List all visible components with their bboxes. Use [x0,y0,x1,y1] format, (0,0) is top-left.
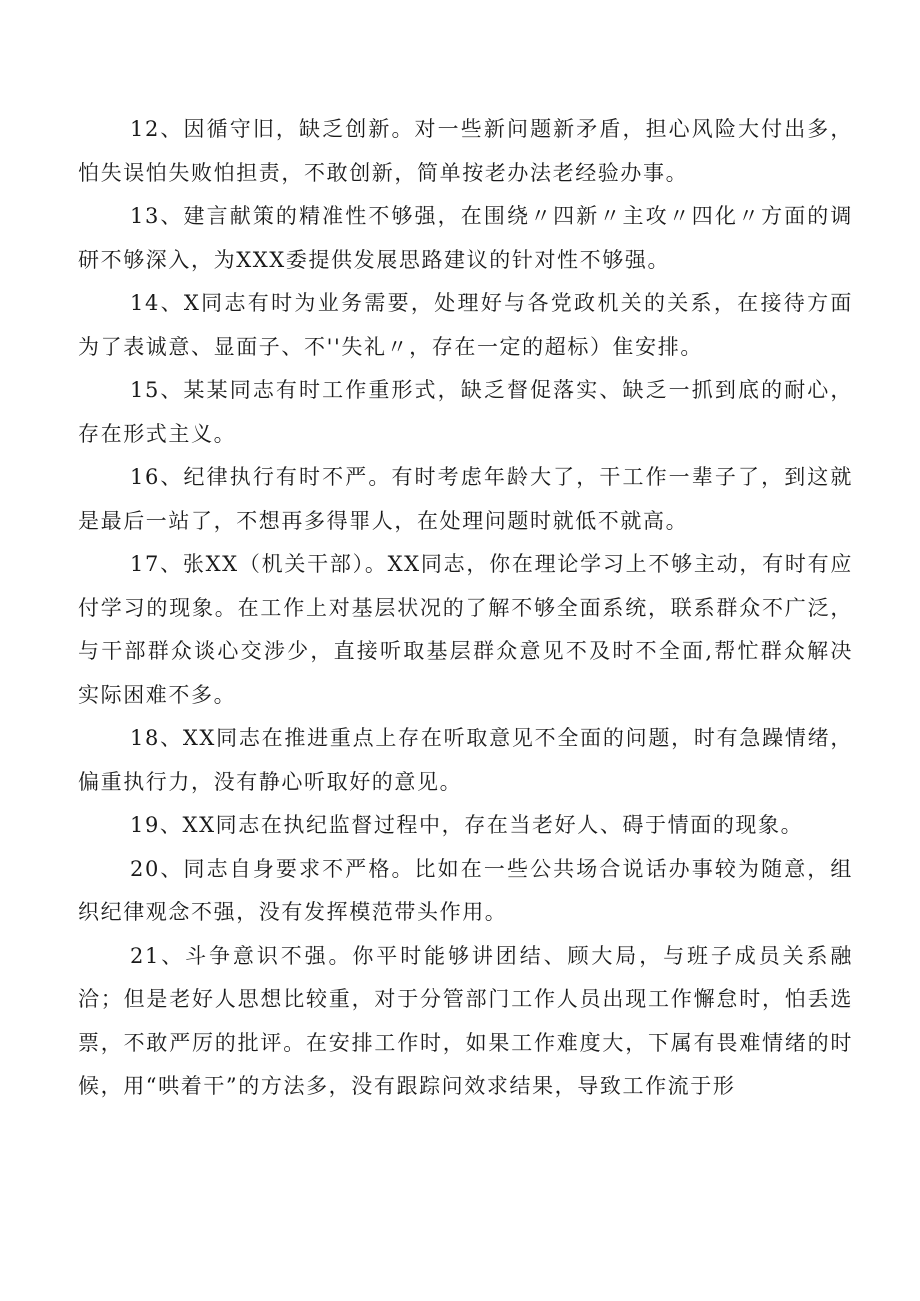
document-body [78,108,853,1109]
paragraph-19: 19、XX同志在执纪监督过程中，存在当老好人、碍于情面的现象。 [130,813,804,837]
paragraph-13: 13、建言献策的精准性不够强，在围绕〃四新〃主攻〃四化〃方面的调研不够深入，为XXX委提供发展思路建议的针对性不够强。 [78,204,853,272]
paragraph-18: 18、XX同志在推进重点上存在听取意见不全面的问题，时有急躁情绪，偏重执行力，没有静心听取好的意见。 [78,726,853,794]
paragraph-17: 17、张XX（机关干部）。XX同志，你在理论学习上不够主动，有时有应付学习的现象。在工作上对基层状况的了解不够全面系统，联系群众不广泛，与干部群众谈心交涉少，直接听取基层群众意见不及时不全面,帮忙群众解决实际困难不多。 [78,552,853,707]
paragraph-14: 14、X同志有时为业务需要，处理好与各党政机关的关系，在接待方面为了表诚意、显面子、不''失礼〃，存在一定的超标）隹安排。 [78,291,853,359]
paragraph-16: 16、纪律执行有时不严。有时考虑年龄大了，干工作一辈子了，到这就是最后一站了，不想再多得罪人，在处理问题时就低不就高。 [78,465,853,533]
paragraph-12: 12、因循守旧，缺乏创新。对一些新问题新矛盾，担心风险大付出多，怕失误怕失败怕担责，不敢创新，简单按老办法老经验办事。 [78,117,853,185]
paragraph-20: 20、同志自身要求不严格。比如在一些公共场合说话办事较为随意，组织纪律观念不强，没有发挥模范带头作用。 [78,856,853,924]
paragraph-15: 15、某某同志有时工作重形式，缺乏督促落实、缺乏一抓到底的耐心，存在形式主义。 [78,378,853,446]
paragraph-21: 21、斗争意识不强。你平时能够讲团结、顾大局，与班子成员关系融洽；但是老好人思想比较重，对于分管部门工作人员出现工作懈怠时，怕丢选票，不敢严厉的批评。在安排工作时，如果工作难度大，下属有畏难情绪的时候，用“哄着干”的方法多，没有跟踪问效求结果，导致工作流于形 [78,943,853,1098]
